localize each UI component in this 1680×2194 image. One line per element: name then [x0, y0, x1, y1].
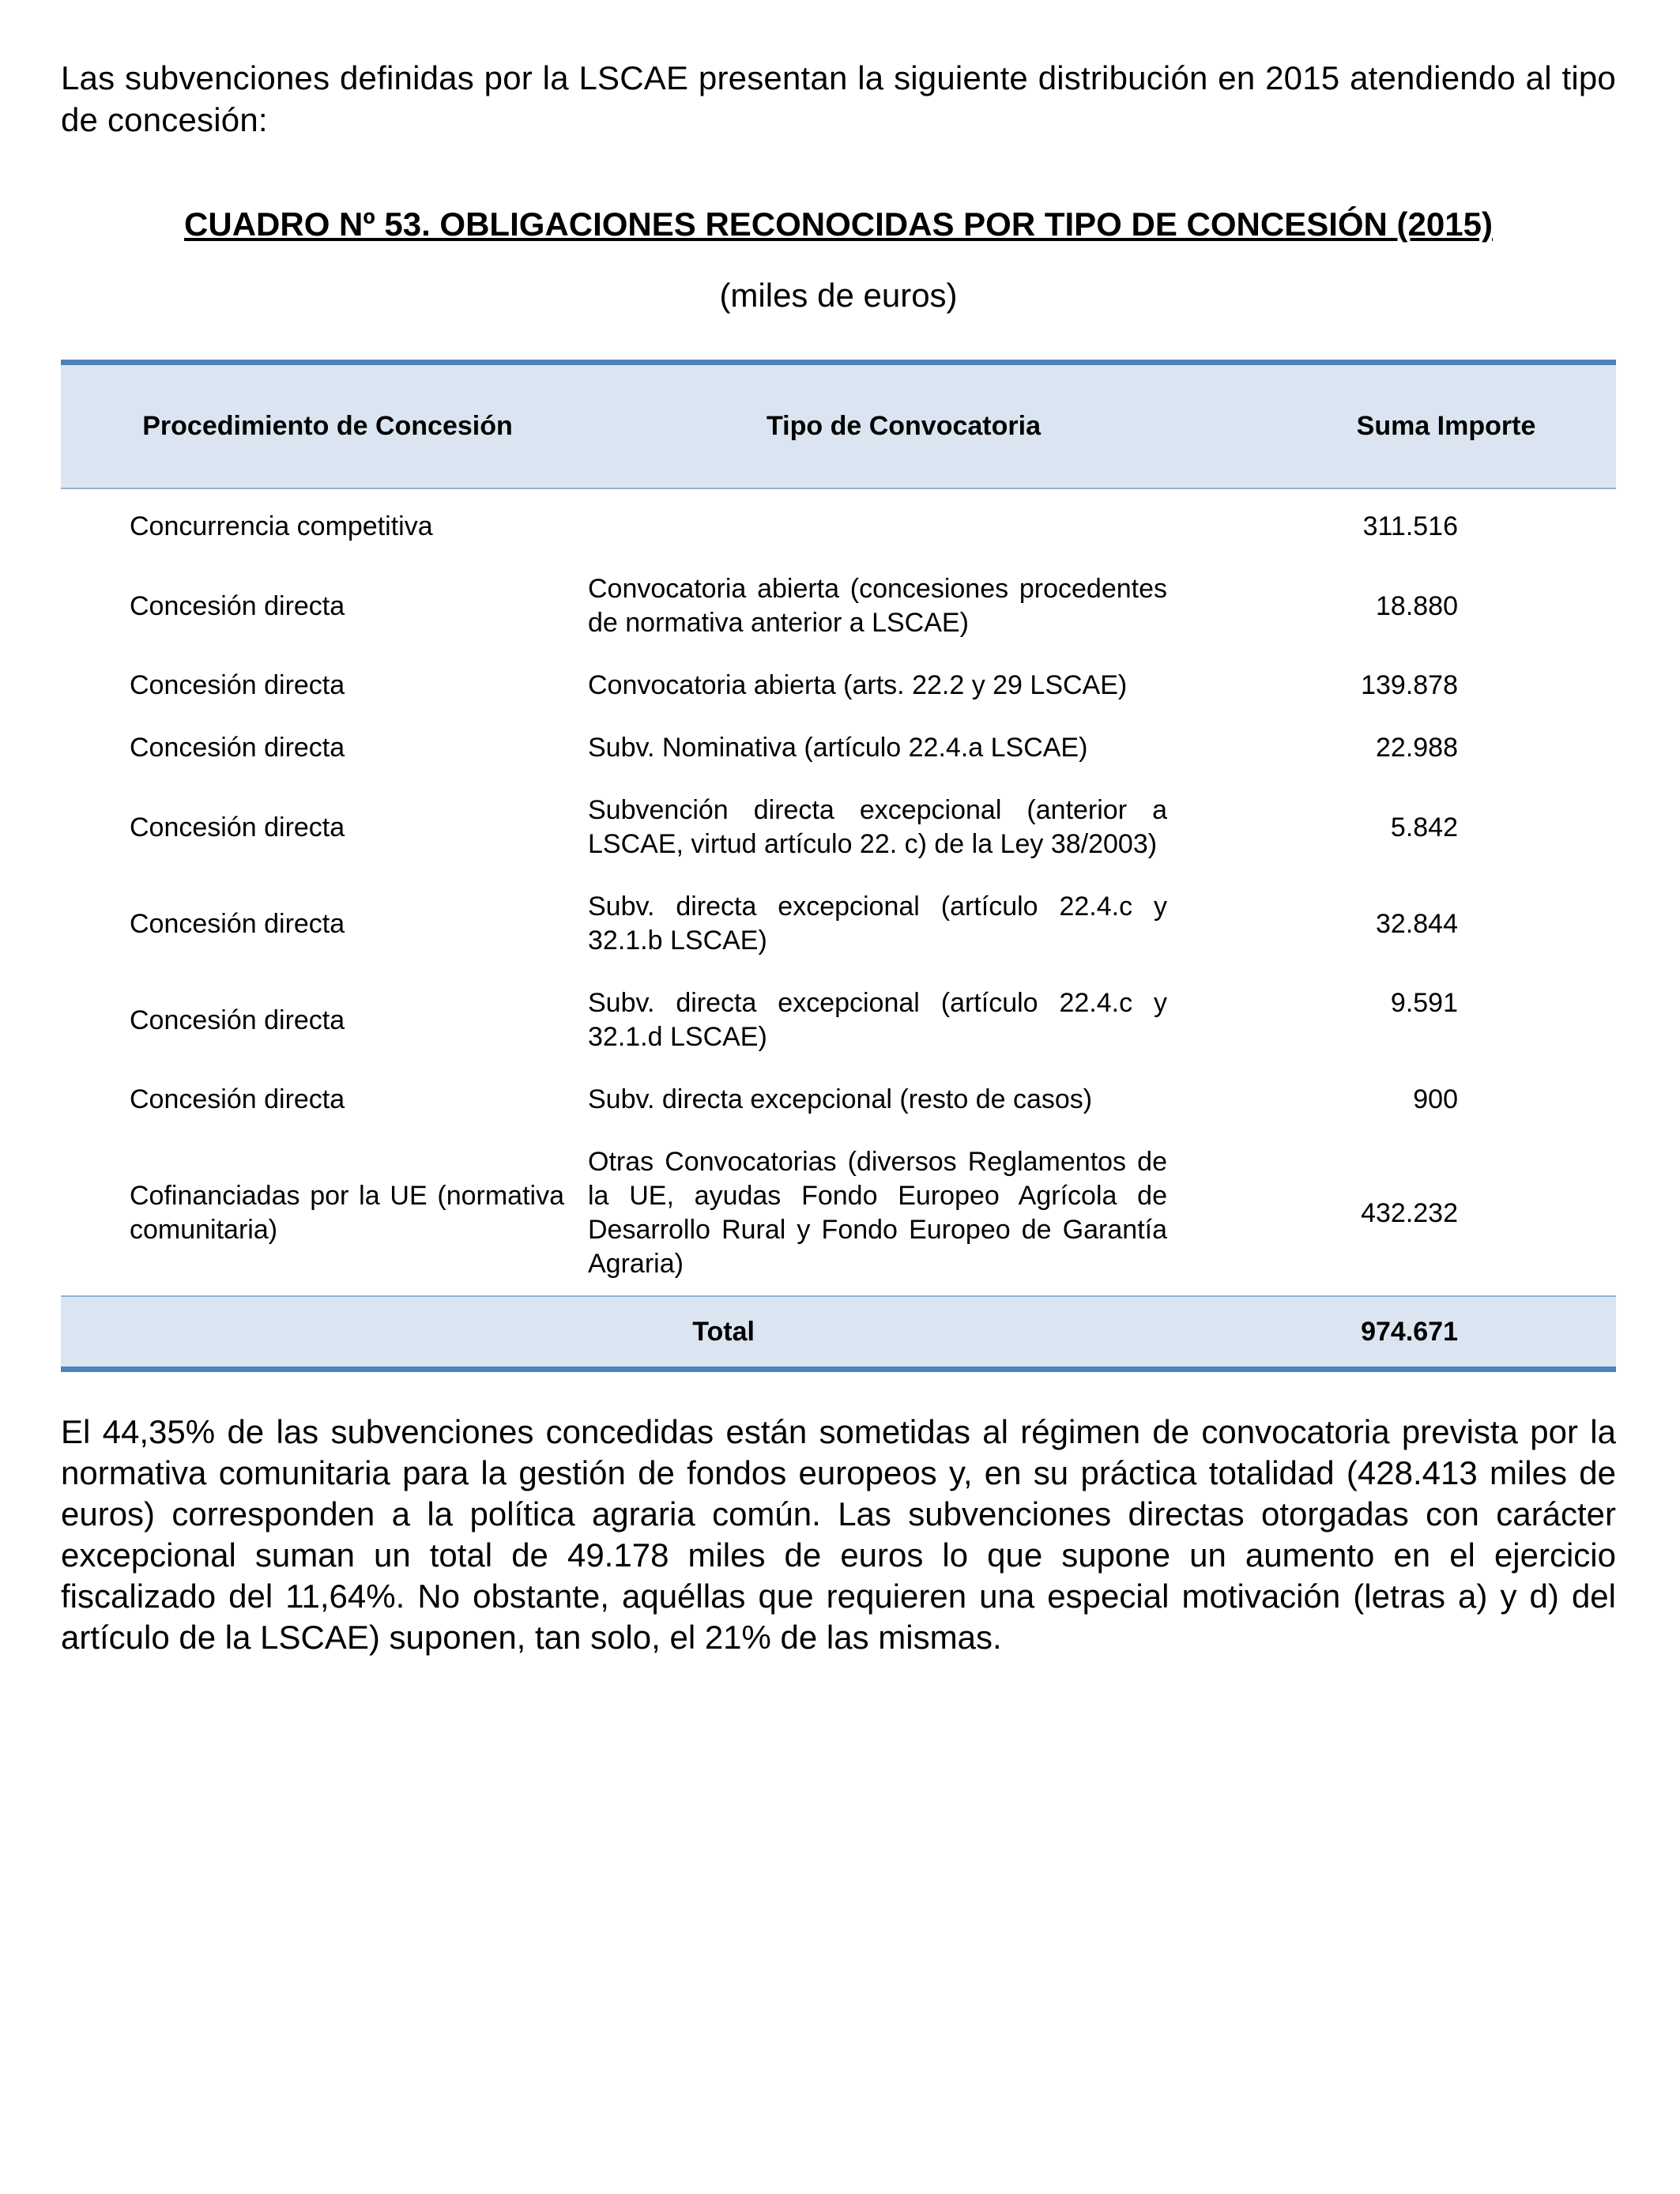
- document-page: [61, 57, 1616, 1658]
- cell-tipo: Convocatoria abierta (concesiones procedentes de normativa anterior a LSCAE): [588, 574, 1167, 638]
- table-row: [61, 558, 1616, 654]
- cell-tipo: Subv. directa excepcional (artículo 22.4.c y 32.1.b LSCAE): [588, 892, 1167, 956]
- cell-procedimiento: Concesión directa: [130, 908, 345, 939]
- cell-tipo: Subvención directa excepcional (anterior a LSCAE, virtud artículo 22. c) de la Ley 38/2003): [588, 795, 1167, 859]
- cell-procedimiento: Concesión directa: [130, 1005, 345, 1035]
- intro-paragraph: Las subvenciones definidas por la LSCAE presentan la siguiente distribución en 2015 atendiendo al tipo de concesión:: [61, 59, 1616, 138]
- cell-procedimiento: Cofinanciadas por la UE (normativa comunitaria): [130, 1181, 564, 1245]
- cell-importe: 18.880: [1376, 590, 1458, 621]
- cell-procedimiento: Concesión directa: [130, 590, 345, 621]
- table-title: CUADRO Nº 53. OBLIGACIONES RECONOCIDAS POR TIPO DE CONCESIÓN (2015): [184, 205, 1493, 243]
- cell-procedimiento: Concesión directa: [130, 1084, 345, 1114]
- cell-importe: 139.878: [1361, 670, 1458, 700]
- cell-procedimiento: Concesión directa: [130, 670, 345, 700]
- table-header-row: [61, 363, 1616, 489]
- total-value: 974.671: [1229, 1296, 1616, 1370]
- cell-importe: 5.842: [1390, 812, 1458, 843]
- cell-tipo: Subv. directa excepcional (resto de casos): [588, 1084, 1093, 1114]
- cell-procedimiento: Concurrencia competitiva: [130, 511, 433, 541]
- total-label: Total: [61, 1296, 1229, 1370]
- table-row: [61, 876, 1616, 972]
- header-importe: Suma Importe: [1229, 363, 1616, 489]
- cell-tipo: [578, 488, 1229, 558]
- cell-procedimiento: Concesión directa: [130, 812, 345, 843]
- table-row: [61, 717, 1616, 779]
- cell-tipo: Convocatoria abierta (arts. 22.2 y 29 LSCAE): [588, 670, 1128, 700]
- cell-importe: 32.844: [1376, 908, 1458, 939]
- closing-paragraph: El 44,35% de las subvenciones concedidas están sometidas al régimen de convocatoria prevista por la normativa comunitaria para la gestión de fondos europeos y, en su práctica totalidad (428.413 miles de euros) corresponden a la política agraria común. Las subvenciones directas otorgadas con carácter excepcional suman un total de 49.178 miles de euros lo que supone un aumento en el ejercicio fiscalizado del 11,64%. No obstante, aquéllas que requieren una especial motivación (letras a) y d) del artículo de la LSCAE) suponen, tan solo, el 21% de las mismas.: [61, 1413, 1616, 1656]
- cell-importe: 432.232: [1361, 1197, 1458, 1228]
- cell-tipo: Subv. directa excepcional (artículo 22.4.c y 32.1.d LSCAE): [588, 988, 1167, 1052]
- table-row: [61, 1069, 1616, 1131]
- table-row: [61, 779, 1616, 876]
- cell-importe: 311.516: [1362, 511, 1458, 541]
- cell-importe: 22.988: [1376, 733, 1458, 763]
- table-row: [61, 488, 1616, 558]
- table-row: [61, 972, 1616, 1069]
- header-tipo: Tipo de Convocatoria: [578, 363, 1229, 489]
- table-subtitle: (miles de euros): [719, 277, 958, 314]
- table-total-row: [61, 1296, 1616, 1370]
- cell-tipo: Subv. Nominativa (artículo 22.4.a LSCAE): [588, 733, 1088, 763]
- cell-importe: 9.591: [1390, 988, 1458, 1018]
- header-procedimiento: Procedimiento de Concesión: [61, 363, 578, 489]
- cell-tipo: Otras Convocatorias (diversos Reglamentos de la UE, ayudas Fondo Europeo Agrícola de Desarrollo Rural y Fondo Europeo de Garantía Agraria): [588, 1147, 1167, 1279]
- cell-importe: 900: [1413, 1084, 1458, 1114]
- concession-table: [61, 360, 1616, 1372]
- table-row: [61, 1131, 1616, 1296]
- cell-procedimiento: Concesión directa: [130, 733, 345, 763]
- table-row: [61, 654, 1616, 717]
